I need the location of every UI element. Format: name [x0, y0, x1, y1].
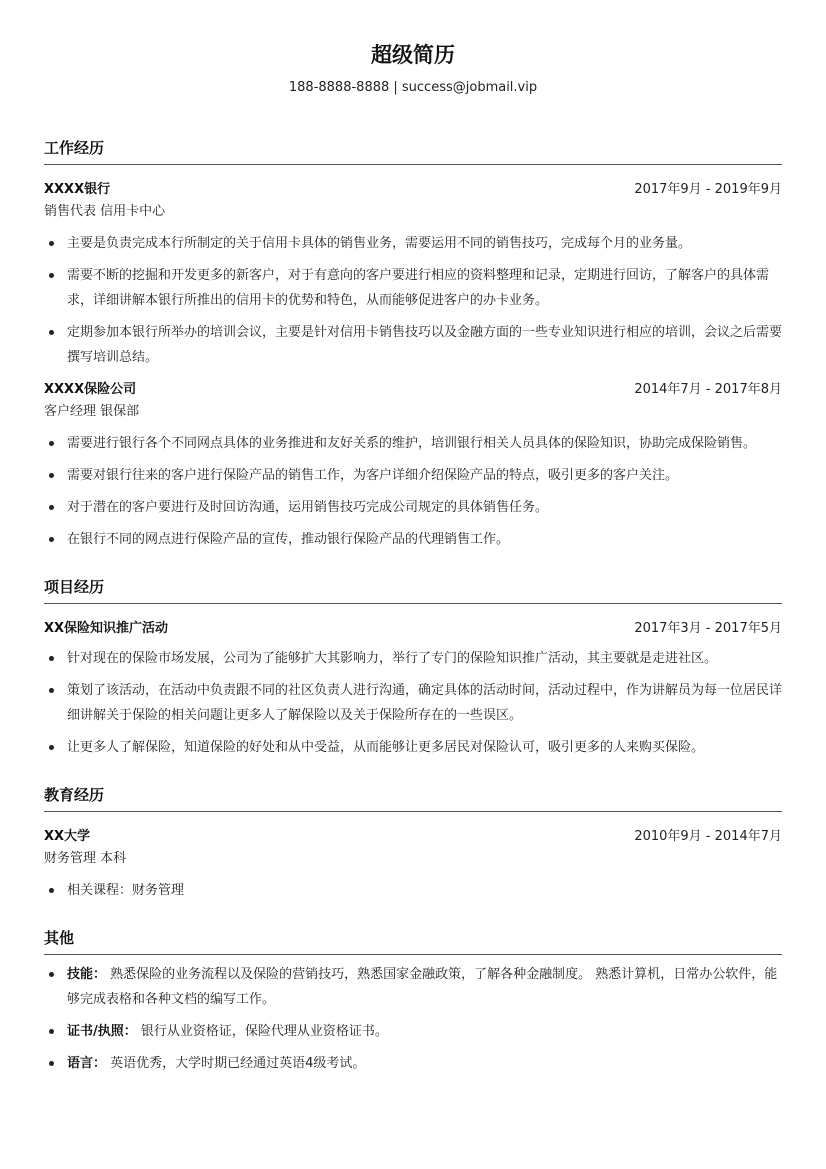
entry-date: 2010年9月 - 2014年7月	[634, 828, 782, 844]
bullet-item	[44, 1019, 782, 1044]
work-entry	[44, 374, 782, 552]
bullet-item: 让更多人了解保险，知道保险的好处和从中受益，从而能够让更多居民对保险认可，吸引更多的人来购买保险。	[44, 735, 782, 760]
entry-header	[44, 613, 782, 639]
item-label: 语言：	[67, 1056, 107, 1071]
bullet-item: 相关课程：财务管理	[44, 878, 782, 903]
section-title-work: 工作经历	[44, 137, 782, 165]
contact-info: 188-8888-8888 | success@jobmail.vip	[288, 80, 538, 95]
bullet-list	[44, 878, 782, 903]
bullet-item: 需要进行银行各个不同网点具体的业务推进和友好关系的维护，培训银行相关人员具体的保险知识，协助完成保险销售。	[44, 431, 782, 456]
work-section	[44, 137, 782, 552]
bullet-item: 针对现在的保险市场发展，公司为了能够扩大其影响力，举行了专门的保险知识推广活动，其主要就是走进社区。	[44, 646, 782, 671]
bullet-list	[44, 431, 782, 552]
bullet-list	[44, 231, 782, 370]
entry-header	[44, 174, 782, 200]
section-title-project: 项目经历	[44, 576, 782, 604]
bullet-item: 对于潜在的客户要进行及时回访沟通，运用销售技巧完成公司规定的具体销售任务。	[44, 495, 782, 520]
item-text: 熟悉保险的业务流程以及保险的营销技巧，熟悉国家金融政策，了解各种金融制度。 熟悉计算机，日常办公软件，能够完成表格和各种文档的编写工作。	[67, 967, 778, 1007]
section-title-education: 教育经历	[44, 784, 782, 812]
bullet-item: 主要是负责完成本行所制定的关于信用卡具体的销售业务，需要运用不同的销售技巧，完成每个月的业务量。	[44, 231, 782, 256]
entry-role: 客户经理 银保部	[44, 404, 140, 419]
education-section	[44, 784, 782, 903]
entry-org: XX大学	[44, 828, 91, 844]
bullet-list	[44, 962, 782, 1076]
bullet-item: 定期参加本银行所举办的培训会议，主要是针对信用卡销售技巧以及金融方面的一些专业知识进行相应的培训，会议之后需要撰写培训总结。	[44, 320, 782, 370]
bullet-item	[44, 1051, 782, 1076]
bullet-item: 需要不断的挖掘和开发更多的新客户，对于有意向的客户要进行相应的资料整理和记录，定期进行回访，了解客户的具体需求，详细讲解本银行所推出的信用卡的优势和特色，从而能够促进客户的办卡业务。	[44, 263, 782, 313]
item-text: 银行从业资格证，保险代理从业资格证书。	[136, 1024, 388, 1039]
project-entry	[44, 613, 782, 760]
item-label: 技能：	[67, 967, 107, 982]
entry-role: 销售代表 信用卡中心	[44, 204, 166, 219]
bullet-item: 需要对银行往来的客户进行保险产品的销售工作，为客户详细介绍保险产品的特点，吸引更多的客户关注。	[44, 463, 782, 488]
resume-name: 超级简历	[371, 43, 455, 67]
work-entry	[44, 174, 782, 370]
entry-date: 2014年7月 - 2017年8月	[634, 381, 782, 397]
project-section	[44, 576, 782, 760]
bullet-list	[44, 646, 782, 760]
entry-date: 2017年3月 - 2017年5月	[634, 620, 782, 636]
other-section	[44, 927, 782, 1076]
bullet-item: 在银行不同的网点进行保险产品的宣传，推动银行保险产品的代理销售工作。	[44, 527, 782, 552]
bullet-item: 策划了该活动，在活动中负责跟不同的社区负责人进行沟通，确定具体的活动时间，活动过程中，作为讲解员为每一位居民详细讲解关于保险的相关问题让更多人了解保险以及关于保险所存在的一些误区。	[44, 678, 782, 728]
entry-date: 2017年9月 - 2019年9月	[634, 181, 782, 197]
entry-org: XXXX银行	[44, 181, 111, 197]
entry-header	[44, 374, 782, 400]
education-entry	[44, 821, 782, 903]
entry-org: XX保险知识推广活动	[44, 620, 169, 636]
bullet-item	[44, 962, 782, 1012]
section-title-other: 其他	[44, 927, 782, 955]
entry-role: 财务管理 本科	[44, 851, 127, 866]
entry-header	[44, 821, 782, 847]
item-text: 英语优秀，大学时期已经通过英语4级考试。	[106, 1056, 366, 1071]
resume-header	[44, 0, 782, 97]
item-label: 证书/执照：	[67, 1024, 137, 1039]
entry-org: XXXX保险公司	[44, 381, 137, 397]
